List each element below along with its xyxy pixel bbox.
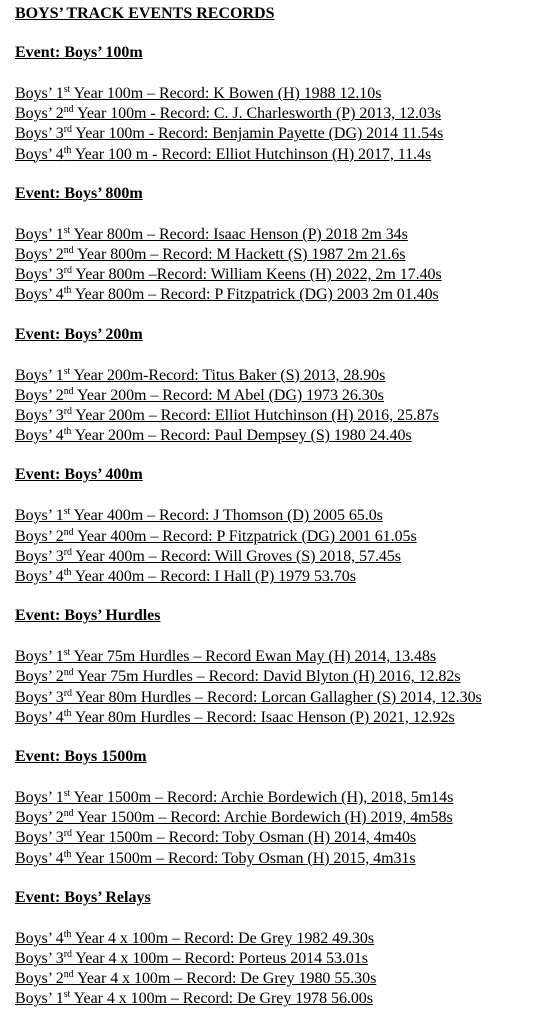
record-ordinal-suffix: nd: [63, 104, 74, 116]
record-year-prefix: Boys’ 2: [15, 668, 64, 686]
record-ordinal-suffix: th: [63, 928, 72, 940]
record-line: [15, 426, 535, 446]
record-text: Year 4 x 100m – Record: De Grey 1978 56.00s: [70, 990, 373, 1008]
record-ordinal-suffix: st: [63, 84, 71, 95]
record-text: Year 80m Hurdles – Record: Isaac Henson (P) 2021, 12.92s: [71, 708, 455, 726]
record-text: Year 800m – Record: Isaac Henson (P) 2018 2m 34s: [70, 225, 408, 243]
record-year-prefix: Boys’ 1: [15, 85, 64, 102]
event-section: [15, 184, 535, 306]
record-year-prefix: Boys’ 4: [15, 427, 64, 445]
event-heading: Event: Boys’ 200m: [15, 325, 143, 343]
record-text: Year 100m - Record: Benjamin Payette (DG) 2014 11.54s: [71, 125, 444, 143]
record-year-prefix: Boys’ 3: [15, 125, 64, 143]
record-ordinal-suffix: rd: [63, 265, 72, 277]
record-line: [15, 788, 535, 808]
record-line: [15, 145, 535, 165]
record-year-prefix: Boys’ 2: [15, 105, 64, 123]
record-ordinal-suffix: st: [63, 224, 71, 236]
record-year-prefix: Boys’ 1: [15, 990, 64, 1008]
record-ordinal-suffix: st: [63, 506, 71, 518]
record-ordinal-suffix: st: [63, 365, 71, 377]
record-text: Year 200m-Record: Titus Baker (S) 2013, 28.90s: [70, 366, 386, 384]
record-year-prefix: Boys’ 1: [15, 789, 64, 807]
record-ordinal-suffix: nd: [63, 245, 74, 257]
record-text: Year 75m Hurdles – Record Ewan May (H) 2014, 13.48s: [70, 648, 437, 666]
event-section: [15, 465, 535, 587]
record-line: [15, 808, 535, 828]
record-year-prefix: Boys’ 3: [15, 829, 64, 847]
record-ordinal-suffix: nd: [63, 385, 74, 397]
record-line: [15, 245, 535, 265]
record-line: [15, 688, 535, 708]
record-text: Year 400m – Record: J Thomson (D) 2005 65.0s: [70, 507, 383, 525]
record-line: [15, 667, 535, 687]
record-line: [15, 949, 535, 969]
record-year-prefix: Boys’ 2: [15, 386, 64, 404]
record-text: Year 800m –Record: William Keens (H) 2022, 2m 17.40s: [71, 266, 442, 284]
event-heading: Event: Boys’ Relays: [15, 888, 151, 906]
record-ordinal-suffix: th: [63, 848, 72, 860]
record-ordinal-suffix: st: [63, 647, 71, 659]
record-text: Year 1500m – Record: Toby Osman (H) 2014, 4m40s: [71, 829, 417, 847]
record-ordinal-suffix: th: [63, 567, 72, 579]
record-year-prefix: Boys’ 4: [15, 568, 64, 586]
record-line: [15, 285, 535, 305]
record-text: Year 1500m – Record: Toby Osman (H) 2015, 4m31s: [71, 849, 416, 867]
event-heading: Event: Boys’ 100m: [15, 44, 143, 61]
record-year-prefix: Boys’ 1: [15, 225, 64, 243]
record-ordinal-suffix: rd: [63, 124, 72, 136]
event-heading: Event: Boys 1500m: [15, 748, 147, 766]
record-text: Year 1500m – Record: Archie Bordewich (H) 2019, 4m58s: [73, 809, 453, 827]
record-ordinal-suffix: th: [63, 285, 72, 297]
record-text: Year 400m – Record: Will Groves (S) 2018, 57.45s: [71, 547, 401, 565]
record-text: Year 4 x 100m – Record: Porteus 2014 53.01s: [71, 950, 368, 968]
record-text: Year 4 x 100m – Record: De Grey 1980 55.30s: [73, 970, 377, 988]
record-ordinal-suffix: rd: [63, 949, 72, 961]
record-line: [15, 989, 535, 1009]
record-ordinal-suffix: rd: [63, 406, 72, 418]
record-year-prefix: Boys’ 2: [15, 246, 64, 264]
record-year-prefix: Boys’ 4: [15, 286, 64, 304]
event-section: [15, 747, 535, 869]
record-year-prefix: Boys’ 1: [15, 648, 64, 666]
record-ordinal-suffix: rd: [63, 687, 72, 699]
record-line: [15, 708, 535, 728]
record-line: [15, 124, 535, 144]
record-year-prefix: Boys’ 2: [15, 809, 64, 827]
record-text: Year 80m Hurdles – Record: Lorcan Gallagher (S) 2014, 12.30s: [71, 688, 482, 706]
record-line: [15, 104, 535, 124]
record-line: [15, 828, 535, 848]
record-year-prefix: Boys’ 3: [15, 266, 64, 284]
record-text: Year 400m – Record: P Fitzpatrick (DG) 2001 61.05s: [73, 527, 417, 545]
record-year-prefix: Boys’ 4: [15, 929, 64, 947]
record-ordinal-suffix: rd: [63, 828, 72, 840]
record-line: [15, 84, 535, 104]
record-year-prefix: Boys’ 2: [15, 527, 64, 545]
record-text: Year 200m – Record: M Abel (DG) 1973 26.30s: [73, 386, 384, 404]
record-text: Year 1500m – Record: Archie Bordewich (H), 2018, 5m14s: [70, 789, 454, 807]
record-line: [15, 506, 535, 526]
record-line: [15, 406, 535, 426]
record-year-prefix: Boys’ 3: [15, 950, 64, 968]
record-ordinal-suffix: nd: [63, 808, 74, 820]
record-text: Year 100m – Record: K Bowen (H) 1988 12.10s: [70, 85, 382, 102]
record-year-prefix: Boys’ 1: [15, 507, 64, 525]
record-year-prefix: Boys’ 3: [15, 688, 64, 706]
record-text: Year 800m – Record: P Fitzpatrick (DG) 2003 2m 01.40s: [71, 286, 439, 304]
record-ordinal-suffix: rd: [63, 546, 72, 558]
record-year-prefix: Boys’ 3: [15, 407, 64, 425]
record-year-prefix: Boys’ 4: [15, 849, 64, 867]
record-ordinal-suffix: th: [63, 426, 72, 438]
record-text: Year 100 m - Record: Elliot Hutchinson (H) 2017, 11.4s: [71, 145, 432, 163]
event-heading: Event: Boys’ 800m: [15, 184, 143, 202]
document-title: BOYS’ TRACK EVENTS RECORDS: [15, 5, 275, 22]
event-section: [15, 606, 535, 728]
record-text: Year 100m - Record: C. J. Charlesworth (P) 2013, 12.03s: [73, 105, 442, 123]
record-ordinal-suffix: th: [63, 707, 72, 719]
record-text: Year 200m – Record: Elliot Hutchinson (H) 2016, 25.87s: [71, 407, 439, 425]
event-section: [15, 43, 535, 165]
record-line: [15, 849, 535, 869]
event-heading: Event: Boys’ 400m: [15, 466, 143, 484]
record-year-prefix: Boys’ 2: [15, 970, 64, 988]
record-line: [15, 225, 535, 245]
record-line: [15, 567, 535, 587]
record-ordinal-suffix: st: [63, 788, 71, 800]
record-text: Year 4 x 100m – Record: De Grey 1982 49.30s: [71, 929, 375, 947]
record-text: Year 75m Hurdles – Record: David Blyton (H) 2016, 12.82s: [73, 668, 461, 686]
record-ordinal-suffix: st: [63, 989, 71, 1001]
record-line: [15, 366, 535, 386]
event-heading: Event: Boys’ Hurdles: [15, 607, 161, 625]
record-year-prefix: Boys’ 4: [15, 708, 64, 726]
record-year-prefix: Boys’ 4: [15, 145, 64, 163]
record-ordinal-suffix: nd: [63, 667, 74, 679]
record-ordinal-suffix: th: [63, 144, 72, 156]
record-line: [15, 527, 535, 547]
record-ordinal-suffix: nd: [63, 526, 74, 538]
event-section: [15, 325, 535, 447]
record-line: [15, 647, 535, 667]
record-line: [15, 929, 535, 949]
record-line: [15, 547, 535, 567]
record-line: [15, 386, 535, 406]
record-ordinal-suffix: nd: [63, 969, 74, 981]
record-line: [15, 265, 535, 285]
record-text: Year 800m – Record: M Hackett (S) 1987 2m 21.6s: [73, 246, 406, 264]
record-line: [15, 969, 535, 989]
event-sections: [15, 43, 535, 1010]
record-text: Year 400m – Record: I Hall (P) 1979 53.70s: [71, 568, 356, 586]
record-year-prefix: Boys’ 1: [15, 366, 64, 384]
record-text: Year 200m – Record: Paul Dempsey (S) 1980 24.40s: [71, 427, 412, 445]
event-section: [15, 888, 535, 1010]
record-year-prefix: Boys’ 3: [15, 547, 64, 565]
